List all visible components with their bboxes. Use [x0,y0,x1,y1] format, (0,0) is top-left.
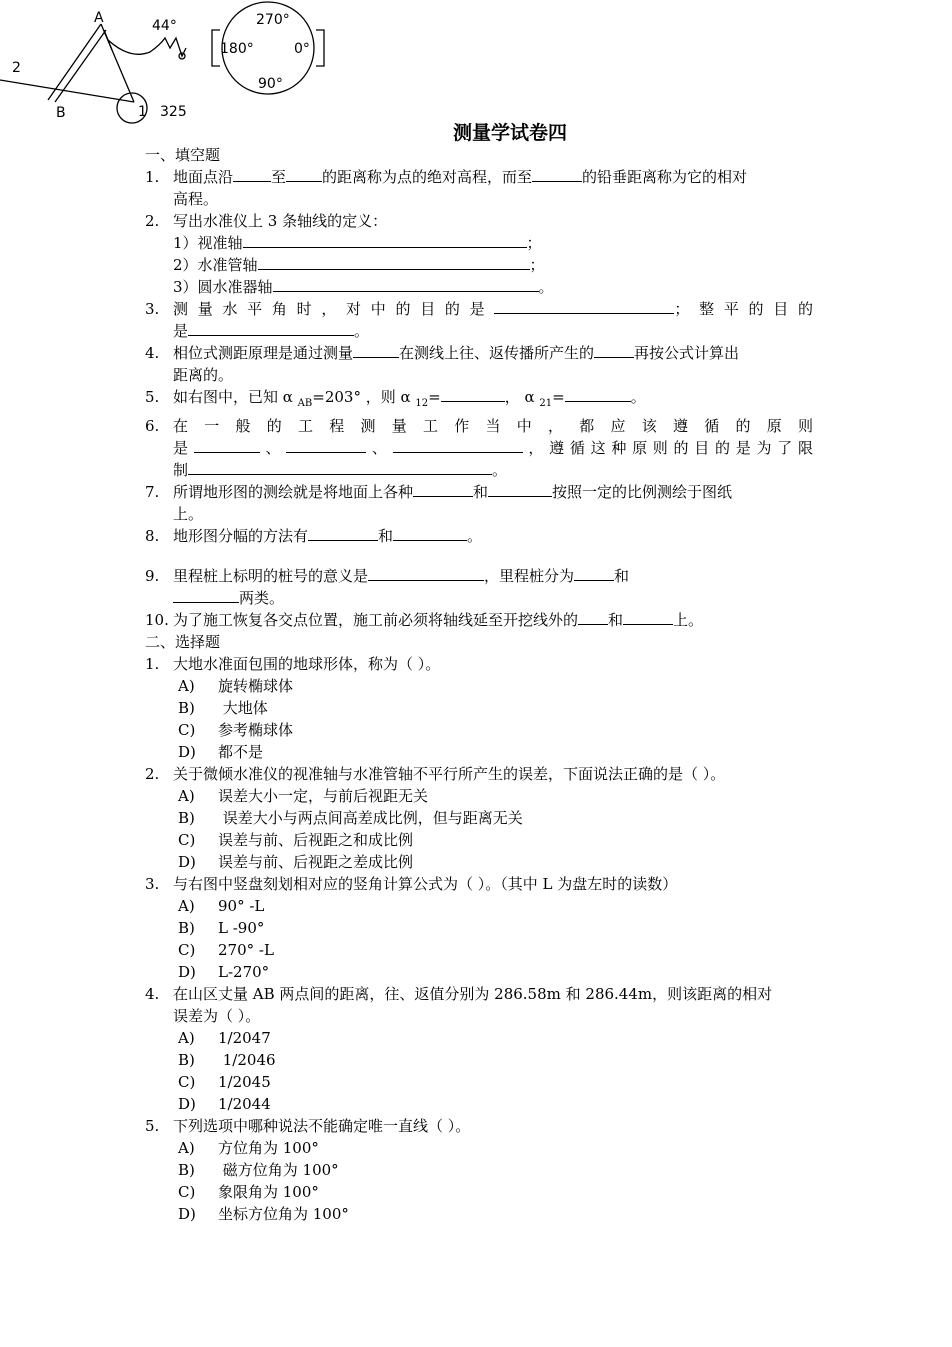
option-text: 参考椭球体 [218,721,294,739]
text: ，里程桩分为 [484,567,575,585]
option-label: C) [178,1183,196,1201]
answer-blank[interactable] [393,437,523,453]
text: 。 [630,388,646,406]
text: ； [529,256,545,274]
dial-left-bracket [212,30,220,66]
text: 地形图分幅的方法有 [173,527,309,545]
text: 、 [259,439,287,457]
fill-question-3 [145,298,813,342]
option[interactable] [145,741,813,763]
text: 测量水平角时，对中的目的是 [173,300,495,318]
page-title: 测量学试卷四 [452,122,567,144]
option-text: 1/2045 [218,1073,271,1091]
option[interactable] [145,895,813,917]
option[interactable] [145,719,813,741]
choice-question-5 [145,1115,813,1137]
option-label: A) [178,1139,195,1157]
option[interactable] [145,1049,813,1071]
text: ，遵循这种原则的目的是为了限 [522,439,813,457]
option[interactable] [145,917,813,939]
text: 按照一定的比例测绘于图纸 [552,483,733,501]
fill-question-9 [145,565,813,609]
question-number: 4. [145,344,160,362]
text: 相位式测距原理是通过测量 [173,344,354,362]
fill-question-6 [145,415,813,481]
option-text: 象限角为 100° [218,1183,319,1201]
question-text: 与右图中竖盘刻划相对应的竖角计算公式为（ ）。（其中 L 为盘左时的读数） [173,875,678,893]
text: = [552,388,565,406]
question-text: 下列选项中哪种说法不能确定唯一直线（ ）。 [173,1117,471,1135]
question-number: 5. [145,388,160,406]
label-a: A [94,10,104,26]
choice-question-3 [145,873,813,895]
subscript: AB [297,398,313,409]
option-text: 1/2044 [218,1095,271,1113]
answer-blank[interactable] [368,565,484,581]
question-number: 1. [145,655,160,673]
option-label: C) [178,1073,196,1091]
spacer [145,547,813,565]
line-2-1 [0,80,134,102]
option[interactable] [145,939,813,961]
option-label: A) [178,897,195,915]
option[interactable] [145,1071,813,1093]
question-text: 误差为（ ）。 [173,1007,261,1025]
option[interactable] [145,675,813,697]
text: 。 [538,278,554,296]
text: 。 [354,322,370,340]
fill-question-7 [145,481,813,525]
text-line [173,415,813,437]
answer-blank[interactable] [494,298,674,314]
question-number: 3. [145,875,160,893]
text: 上。 [673,611,704,629]
question-number: 3. [145,300,160,318]
question-number: 6. [145,417,160,435]
answer-blank[interactable] [173,587,239,603]
text: ； [526,234,542,252]
fill-question-4 [145,342,813,386]
option-label: A) [178,677,195,695]
text: 和 [608,611,624,629]
text: 制 [173,461,189,479]
direction-squiggle [108,38,186,56]
option[interactable] [145,1093,813,1115]
question-number: 9. [145,567,160,585]
fill-question-1 [145,166,813,210]
option-label: C) [178,721,196,739]
text: ；整平的目的 [674,300,813,318]
answer-blank[interactable] [623,609,673,625]
text: 至 [271,168,287,186]
text: 3）圆水准器轴 [173,278,273,296]
option[interactable] [145,1027,813,1049]
option-text: L -90° [218,919,265,937]
option[interactable] [145,697,813,719]
dial-270: 270° [256,12,290,28]
survey-figure [0,0,340,130]
option-text: 误差与前、后视距之差成比例 [218,853,414,871]
option-label: D) [178,1205,196,1223]
choice-question-1 [145,653,813,675]
label-325: 325 [160,104,187,120]
axis-line-3 [145,276,813,298]
line-a-b-inner [55,30,106,102]
answer-blank[interactable] [243,232,527,248]
text: 为了施工恢复各交点位置，施工前必须将轴线延至开挖线外的 [173,611,579,629]
option-text: L-270° [218,963,270,981]
option-label: D) [178,853,196,871]
option-text: 磁方位角为 100° [218,1161,339,1179]
option[interactable] [145,1137,813,1159]
option-label: A) [178,1029,195,1047]
option-label: D) [178,743,196,761]
option-text: 误差大小一定，与前后视距无关 [218,787,429,805]
answer-blank[interactable] [413,481,473,497]
option-text: 大地体 [218,699,268,717]
subscript: 12 [415,398,429,409]
question-text: 在山区丈量 AB 两点间的距离，往、返值分别为 286.58m 和 286.44m，则该距离的相对 [173,985,773,1003]
text: 在测线上往、返传播所产生的 [399,344,595,362]
text: 的距离称为点的绝对高程，而至 [322,168,533,186]
text: 高程。 [173,190,219,208]
text: 是 [173,322,189,340]
option-text: 误差大小与两点间高差成比例，但与距离无关 [218,809,523,827]
text: 地面点沿 [173,168,234,186]
option-text: 1/2047 [218,1029,271,1047]
text: =203° ，则 α [312,388,416,406]
answer-blank[interactable] [308,525,378,541]
section-heading-fill: 一、填空题 [145,146,221,164]
choice-question-4 [145,983,813,1027]
question-number: 10. [145,611,169,629]
option[interactable] [145,829,813,851]
option-label: B) [178,1161,195,1179]
option-text: 误差与前、后视距之和成比例 [218,831,414,849]
text: 上。 [173,505,204,523]
fill-question-8 [145,525,813,547]
dial-0: 0° [294,41,310,57]
option[interactable] [145,1159,813,1181]
label-b: B [56,105,66,121]
text: 2）水准管轴 [173,256,258,274]
answer-blank[interactable] [393,525,467,541]
answer-blank[interactable] [578,609,608,625]
question-number: 4. [145,985,160,1003]
label-1: 1 [138,104,147,120]
option[interactable] [145,807,813,829]
option-text: 坐标方位角为 100° [218,1205,349,1223]
text: 再按公式计算出 [634,344,740,362]
text: 和 [614,567,630,585]
answer-blank[interactable] [488,481,552,497]
text-line [173,437,813,459]
text: 里程桩上标明的桩号的意义是 [173,567,369,585]
question-text: 关于微倾水准仪的视准轴与水准管轴不平行所产生的误差，下面说法正确的是（ ）。 [173,765,726,783]
label-44: 44° [152,18,177,34]
option-label: D) [178,963,196,981]
option-label: B) [178,809,195,827]
option-label: A) [178,787,195,805]
dial-right-bracket [316,30,324,66]
choice-question-2 [145,763,813,785]
answer-blank[interactable] [273,276,539,292]
question-number: 8. [145,527,160,545]
answer-blank[interactable] [353,342,399,358]
answer-blank[interactable] [188,320,354,336]
question-number: 2. [145,212,160,230]
text: 和 [378,527,394,545]
exam-content [145,144,813,1225]
option-label: B) [178,919,195,937]
section-heading-choice: 二、选择题 [145,633,221,651]
option-label: C) [178,831,196,849]
question-number: 2. [145,765,160,783]
text: = [428,388,441,406]
question-number: 7. [145,483,160,501]
answer-blank[interactable] [574,565,614,581]
fill-question-5 [145,386,813,415]
text: 距离的。 [173,366,234,384]
answer-blank[interactable] [532,166,582,182]
option-text: 1/2046 [218,1051,276,1069]
fill-question-2 [145,210,813,232]
text: 两类。 [239,589,285,607]
option-text: 270° -L [218,941,274,959]
text: 。 [467,527,483,545]
text: 和 [473,483,489,501]
answer-blank[interactable] [286,166,322,182]
dial-180: 180° [220,41,254,57]
dial-90: 90° [258,76,283,92]
answer-blank[interactable] [258,254,530,270]
text: 如右图中，已知 α [173,388,298,406]
answer-blank[interactable] [286,437,366,453]
text: 写出水准仪上 3 条轴线的定义： [173,212,388,230]
text: 在一般的工程测量工作当中，都应该遵循的原则 [173,417,813,435]
answer-blank[interactable] [188,459,492,475]
answer-blank[interactable] [233,166,271,182]
axis-line-2 [145,254,813,276]
text: 的铅垂距离称为它的相对 [582,168,748,186]
answer-blank[interactable] [594,342,634,358]
option-label: B) [178,1051,195,1069]
option-text: 方位角为 100° [218,1139,319,1157]
text: 是 [173,439,194,457]
answer-blank[interactable] [194,437,260,453]
text-line [173,298,813,320]
question-number: 1. [145,168,160,186]
option[interactable] [145,851,813,873]
option-text: 90° -L [218,897,265,915]
option[interactable] [145,1181,813,1203]
label-2: 2 [12,60,21,76]
question-text: 大地水准面包围的地球形体，称为（ ）。 [173,655,441,673]
option[interactable] [145,1203,813,1225]
fill-question-10 [145,609,813,631]
axis-line-1 [145,232,813,254]
answer-blank[interactable] [565,386,631,402]
option-label: D) [178,1095,196,1113]
subscript: 21 [539,398,553,409]
option[interactable] [145,785,813,807]
text: 1）视准轴 [173,234,243,252]
option-label: B) [178,699,195,717]
text: 所谓地形图的测绘就是将地面上各种 [173,483,414,501]
question-number: 5. [145,1117,160,1135]
text: 。 [492,461,508,479]
option[interactable] [145,961,813,983]
answer-blank[interactable] [441,386,505,402]
text: ， α [504,388,540,406]
text: 、 [366,439,393,457]
option-text: 旋转椭球体 [218,677,294,695]
option-label: C) [178,941,196,959]
option-text: 都不是 [218,743,264,761]
